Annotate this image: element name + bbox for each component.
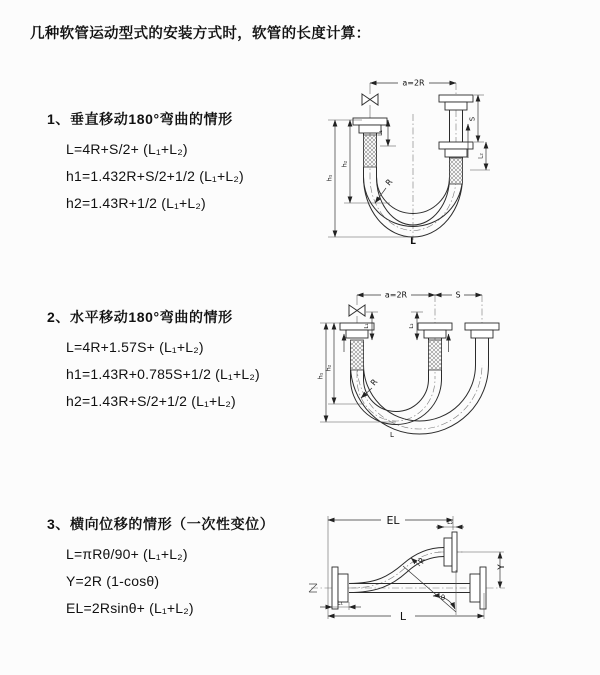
radius-label: R xyxy=(383,177,395,188)
valve-icon xyxy=(349,305,365,316)
dim-label-l2: L₂ xyxy=(447,519,453,526)
dim-label-h2: h₂ xyxy=(324,364,333,372)
dim-label-h1: h₁ xyxy=(316,372,325,380)
dim-label-l1: L₁ xyxy=(364,323,370,329)
dim-label-h1: h₁ xyxy=(325,174,334,182)
braided-sections xyxy=(351,340,442,370)
angle-label: θ xyxy=(440,594,446,602)
radius-label: R xyxy=(416,556,428,566)
angle-construction xyxy=(403,566,456,615)
formula-line: h2=1.43R+S/2+1/2 (L₁+L₂) xyxy=(66,393,236,409)
formula-line: EL=2Rsinθ+ (L₁+L₂) xyxy=(66,600,194,616)
dim-label-l1: L₁ xyxy=(337,599,343,607)
diagram-vertical-180 xyxy=(318,72,518,254)
radius-label: R xyxy=(368,377,380,388)
dim-label-s: S xyxy=(468,116,477,122)
page-title: 几种软管运动型式的安装方式时，软管的长度计算： xyxy=(30,26,371,42)
hose-drawing xyxy=(351,338,489,434)
formula-line: h1=1.432R+S/2+1/2 (L₁+L₂) xyxy=(66,168,244,184)
dim-label-s: S xyxy=(455,290,461,300)
formula-line: L=4R+1.57S+ (L₁+L₂) xyxy=(66,339,204,355)
dim-label-y: Y xyxy=(497,564,507,570)
section-horizontal-180 xyxy=(47,307,260,415)
dimension-lines xyxy=(320,291,482,423)
dim-label-l2: L₂ xyxy=(477,153,485,159)
section-heading: 1、垂直移动180°弯曲的情形 xyxy=(47,111,233,127)
formula-line: h2=1.43R+1/2 (L₁+L₂) xyxy=(66,195,206,211)
valve-icon xyxy=(362,94,378,105)
formula-line: L=πRθ/90+ (L₁+L₂) xyxy=(66,546,188,562)
formula-line: L=4R+S/2+ (L₁+L₂) xyxy=(66,141,188,157)
dim-label-h2: h₂ xyxy=(340,160,349,168)
length-label: L xyxy=(410,237,416,247)
section-heading: 2、水平移动180°弯曲的情形 xyxy=(47,309,233,325)
diagram-lateral-displacement xyxy=(303,503,595,643)
section-heading: 3、横向位移的情形（一次性变位） xyxy=(47,516,275,532)
dim-label-l1: L₁ xyxy=(377,130,384,136)
centerlines xyxy=(357,295,482,429)
section-vertical-180 xyxy=(47,109,244,217)
dim-label-a2r: a=2R xyxy=(402,78,425,88)
formula-line: h1=1.43R+0.785S+1/2 (L₁+L₂) xyxy=(66,366,260,382)
dim-label-el: EL xyxy=(386,514,400,527)
length-label: L xyxy=(390,431,394,439)
dim-label-a2r: a=2R xyxy=(384,290,408,300)
formula-line: Y=2R (1-cosθ) xyxy=(66,573,160,589)
section-lateral-displacement xyxy=(47,514,274,622)
length-label: L xyxy=(399,610,407,623)
diagram-horizontal-180 xyxy=(312,284,522,456)
dim-label-l2: L₂ xyxy=(409,323,415,329)
